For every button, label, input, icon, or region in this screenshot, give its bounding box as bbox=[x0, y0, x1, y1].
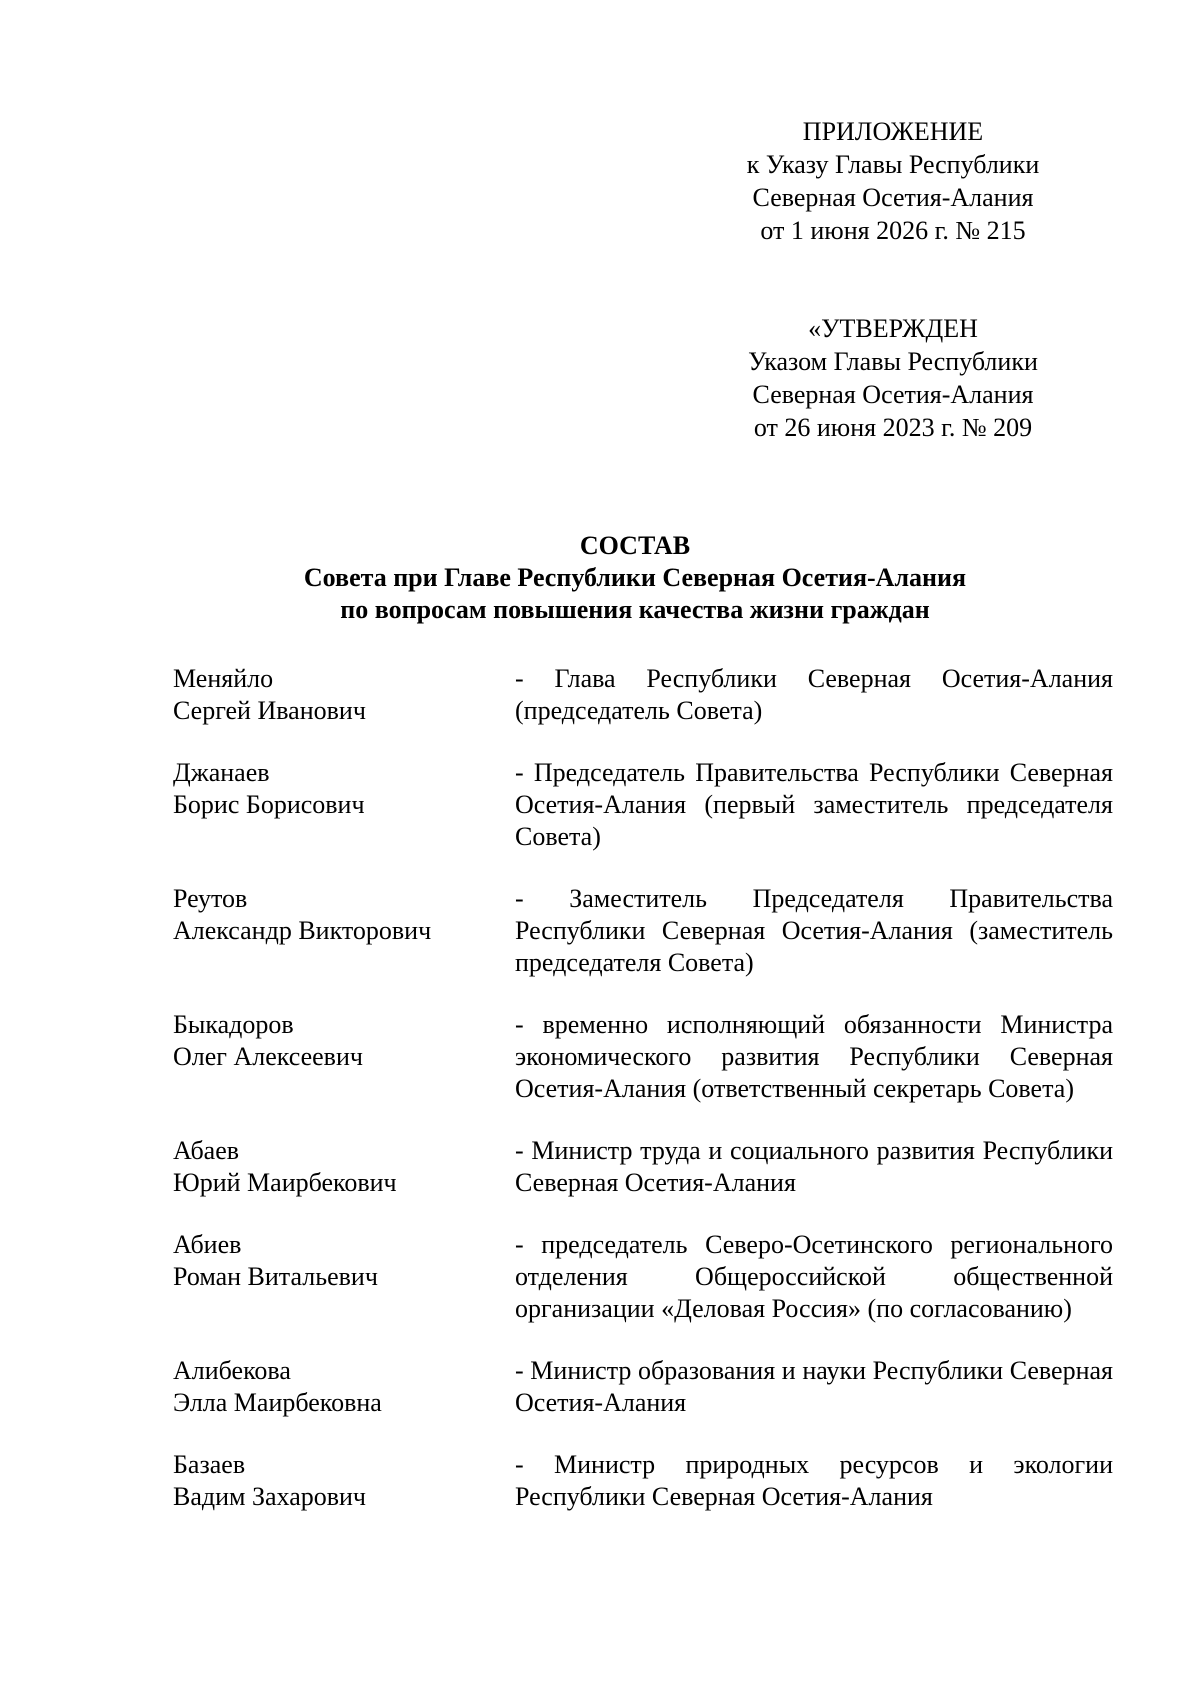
appendix-line: ПРИЛОЖЕНИЕ bbox=[802, 117, 984, 146]
member-given-name: Роман Витальевич bbox=[173, 1262, 378, 1291]
member-given-name: Сергей Иванович bbox=[173, 696, 366, 725]
member-given-name: Олег Алексеевич bbox=[173, 1042, 363, 1071]
member-row bbox=[173, 1229, 1113, 1325]
member-position: - Глава Республики Северная Осетия-Алания (председатель Совета) bbox=[515, 664, 1113, 725]
member-given-name: Вадим Захарович bbox=[173, 1482, 367, 1511]
member-row bbox=[173, 757, 1113, 853]
member-position: - Министр труда и социального развития Республики Северная Осетия-Алания bbox=[515, 1136, 1113, 1197]
member-position: - Министр природных ресурсов и экологии Республики Северная Осетия-Алания bbox=[515, 1450, 1113, 1511]
approval-line: Северная Осетия-Алания bbox=[752, 380, 1034, 409]
member-surname: Алибекова bbox=[173, 1356, 291, 1385]
member-name bbox=[173, 663, 515, 727]
member-row bbox=[173, 883, 1113, 979]
member-surname: Джанаев bbox=[173, 758, 270, 787]
member-surname: Реутов bbox=[173, 884, 248, 913]
member-row bbox=[173, 1135, 1113, 1199]
member-name bbox=[173, 1449, 515, 1513]
approval-line: Указом Главы Республики bbox=[748, 347, 1038, 376]
member-position: - Министр образования и науки Республики Северная Осетия-Алания bbox=[515, 1356, 1113, 1417]
approval-line: «УТВЕРЖДЕН bbox=[808, 314, 978, 343]
member-given-name: Элла Маирбековна bbox=[173, 1388, 382, 1417]
member-row bbox=[173, 1449, 1113, 1513]
title-line: Совета при Главе Республики Северная Осетия-Алания bbox=[303, 563, 967, 592]
member-given-name: Юрий Маирбекович bbox=[173, 1168, 397, 1197]
approval-line: от 26 июня 2023 г. № 209 bbox=[753, 413, 1033, 442]
member-surname: Меняйло bbox=[173, 664, 274, 693]
member-row bbox=[173, 663, 1113, 727]
member-name bbox=[173, 1135, 515, 1199]
member-name bbox=[173, 1009, 515, 1105]
members-list bbox=[173, 663, 1113, 1513]
member-position: - председатель Северо-Осетинского регионального отделения Общероссийской общественной организации «Деловая Россия» (по согласованию) bbox=[515, 1230, 1113, 1323]
appendix-line: к Указу Главы Республики bbox=[746, 150, 1040, 179]
appendix-header bbox=[713, 115, 1073, 247]
member-name bbox=[173, 757, 515, 853]
member-name bbox=[173, 883, 515, 979]
member-position: - временно исполняющий обязанности Министра экономического развития Республики Северная Осетия-Алания (ответственный секретарь Совета) bbox=[515, 1010, 1113, 1103]
approval-stamp-text bbox=[713, 312, 1073, 444]
member-position: - Председатель Правительства Республики Северная Осетия-Алания (первый заместитель председателя Совета) bbox=[515, 758, 1113, 851]
member-given-name: Борис Борисович bbox=[173, 790, 365, 819]
member-surname: Быкадоров bbox=[173, 1010, 294, 1039]
member-row bbox=[173, 1009, 1113, 1105]
member-position: - Заместитель Председателя Правительства Республики Северная Осетия-Алания (заместитель председателя Совета) bbox=[515, 884, 1113, 977]
member-name bbox=[173, 1229, 515, 1325]
member-name bbox=[173, 1355, 515, 1419]
member-surname: Абиев bbox=[173, 1230, 242, 1259]
document-title bbox=[160, 530, 1110, 626]
member-surname: Абаев bbox=[173, 1136, 240, 1165]
member-given-name: Александр Викторович bbox=[173, 916, 432, 945]
appendix-line: от 1 июня 2026 г. № 215 bbox=[760, 216, 1026, 245]
title-line: по вопросам повышения качества жизни граждан bbox=[340, 595, 930, 624]
appendix-line: Северная Осетия-Алания bbox=[752, 183, 1034, 212]
member-surname: Базаев bbox=[173, 1450, 246, 1479]
title-line: СОСТАВ bbox=[579, 531, 691, 560]
member-row bbox=[173, 1355, 1113, 1419]
